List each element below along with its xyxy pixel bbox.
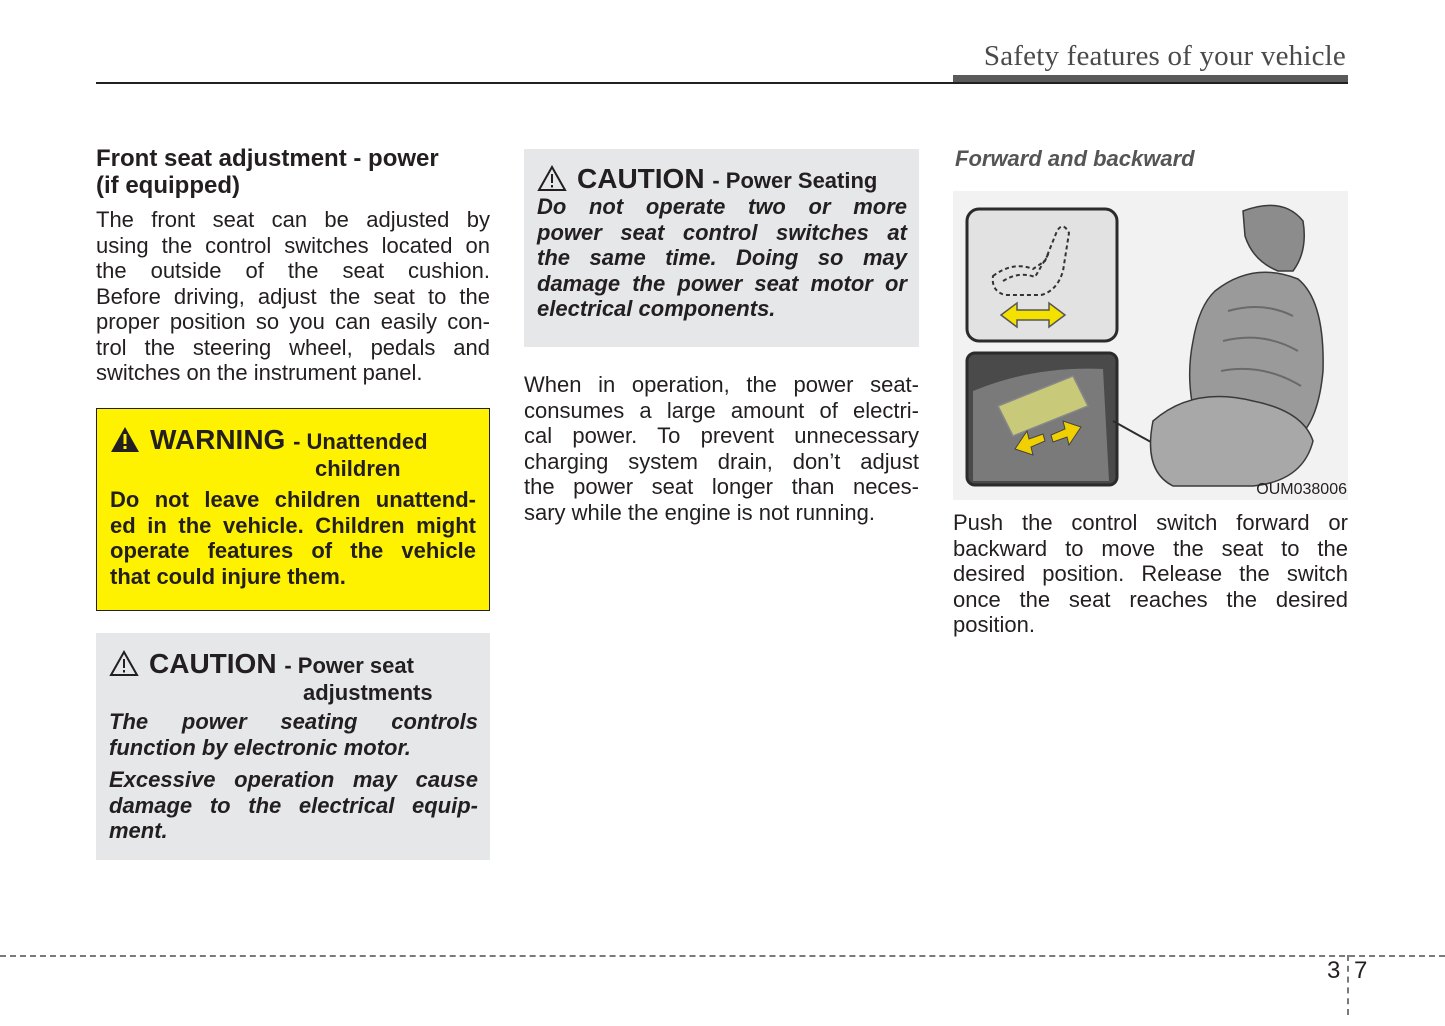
operation-text: When in operation, the power seat- consumes a large amount of electri- cal power. To prevent unnecessary charging system drain, don’t adjust the power seat longer than neces- sary while the engine is not running. (524, 372, 919, 525)
header-rule (96, 82, 1348, 84)
warning-subtitle: children (315, 456, 401, 481)
warning-triangle-icon (110, 426, 140, 453)
column-left (96, 145, 490, 386)
caution-text-1: The power seating controls function by electronic motor. (109, 709, 478, 760)
caution-triangle-icon (537, 165, 567, 192)
figure-code: OUM038006 (1256, 481, 1347, 498)
warning-header (110, 422, 476, 482)
caution-text-2: Excessive operation may cause damage to the electrical equip- ment. (109, 767, 478, 843)
caution-box-adjustments (96, 633, 490, 860)
running-header: Safety features of your vehicle (983, 40, 1346, 72)
warning-text: Do not leave children unattend- ed in the vehicle. Children might operate features of the vehicle that could injure them. (110, 487, 476, 589)
caution-label: CAUTION - Power Seating (577, 163, 878, 194)
figure-heading: Forward and backward (955, 146, 1195, 171)
footer-divider (1347, 955, 1349, 1015)
caution-box-seating (524, 149, 919, 347)
warning-box (96, 408, 490, 611)
seat-figure-graphic (953, 191, 1348, 500)
footer-rule (0, 955, 1445, 957)
caution-text: Do not operate two or more power seat control switches at the same time. Doing so may damage the power seat motor or electrical components. (537, 194, 907, 321)
forward-backward-text: Push the control switch forward or backward to move the seat to the desired position. Release the switch once the seat reaches the desired position. (953, 510, 1348, 637)
caution-subtitle: adjustments (303, 680, 433, 705)
chapter-number: 3 (1327, 957, 1341, 984)
page-number: 7 (1354, 957, 1368, 984)
section-title: Front seat adjustment - power (if equipped) (96, 145, 439, 199)
seat-illustration (953, 191, 1348, 500)
section-body: The front seat can be adjusted by using the control switches located on the outside of the seat cushion. Before driving, adjust the seat to the proper position so you can easily con- trol the steering wheel, pedals and switches on the instrument panel. (96, 207, 490, 385)
caution-header (537, 161, 907, 194)
caution-label: CAUTION - Power seat (149, 648, 414, 679)
warning-label: WARNING - Unattended (150, 424, 428, 455)
caution-header (109, 646, 478, 706)
caution-triangle-icon (109, 650, 139, 677)
